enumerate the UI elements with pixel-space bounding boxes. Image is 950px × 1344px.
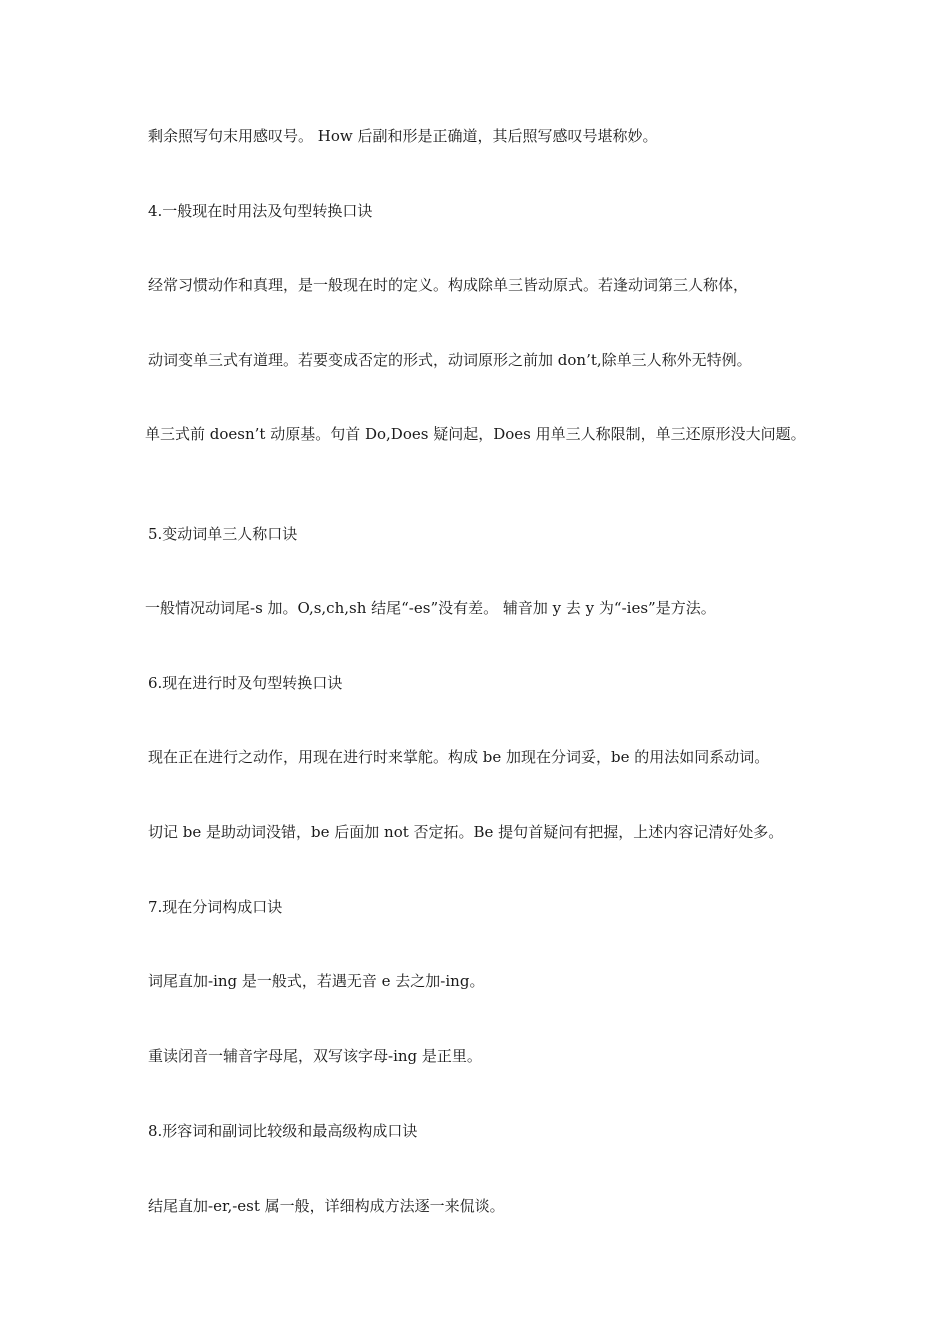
paragraph-simple-present-2: 动词变单三式有道理。若要变成否定的形式，动词原形之前加 don’t,除单三人称外无特例。: [148, 351, 752, 369]
heading-simple-present: 4.一般现在时用法及句型转换口诀: [148, 202, 373, 220]
paragraph-simple-present-1: 经常习惯动作和真理，是一般现在时的定义。构成除单三皆动原式。若逢动词第三人称体，: [148, 276, 749, 294]
paragraph-present-continuous-1: 现在正在进行之动作，用现在进行时来掌舵。构成 be 加现在分词妥，be 的用法如同系动词。: [148, 748, 770, 766]
paragraph-present-participle-2: 重读闭音一辅音字母尾，双写该字母-ing 是正里。: [148, 1047, 482, 1065]
heading-present-participle: 7.现在分词构成口诀: [148, 898, 283, 916]
heading-third-person: 5.变动词单三人称口诀: [148, 525, 298, 543]
paragraph-simple-present-3: 单三式前 doesn’t 动原基。句首 Do,Does 疑问起，Does 用单三人称限制，单三还原形没大问题。: [145, 425, 806, 443]
paragraph-comparative: 结尾直加-er,-est 属一般，详细构成方法逐一来侃谈。: [148, 1197, 505, 1215]
paragraph-present-participle-1: 词尾直加-ing 是一般式，若遇无音 e 去之加-ing。: [148, 972, 485, 990]
heading-comparative: 8.形容词和副词比较级和最高级构成口诀: [148, 1122, 418, 1140]
paragraph-present-continuous-2: 切记 be 是助动词没错，be 后面加 not 否定拓。Be 提句首疑问有把握，上述内容记清好处多。: [148, 823, 784, 841]
paragraph-third-person: 一般情况动词尾-s 加。O,s,ch,sh 结尾“-es”没有差。 辅音加 y 去 y 为“-ies”是方法。: [145, 599, 716, 617]
heading-present-continuous: 6.现在进行时及句型转换口诀: [148, 674, 343, 692]
paragraph-exclamation-rule: 剩余照写句末用感叹号。 How 后副和形是正确道，其后照写感叹号堪称妙。: [148, 127, 658, 145]
